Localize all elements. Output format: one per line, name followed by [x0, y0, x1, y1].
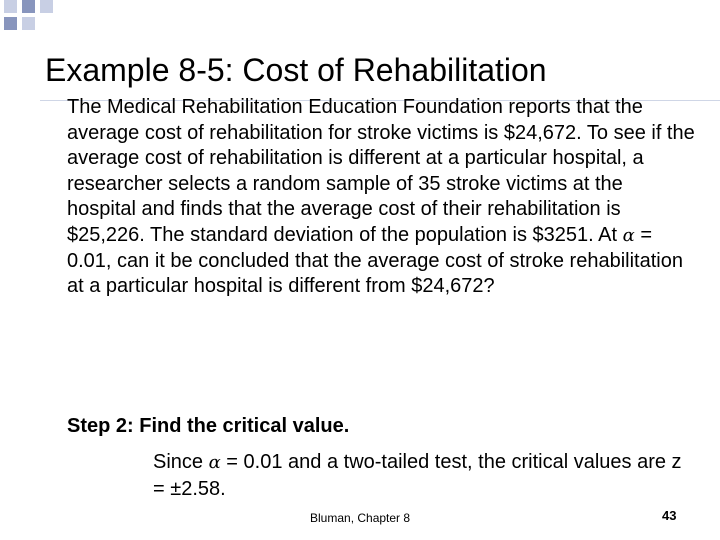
- deco-square: [22, 17, 35, 30]
- step-text-post: = 0.01 and a two-tailed test, the critical values are z = ±2.58.: [153, 451, 682, 500]
- alpha-symbol: α: [622, 224, 635, 246]
- step-explanation: [153, 449, 693, 502]
- deco-square: [4, 17, 17, 30]
- corner-decoration: [0, 0, 60, 40]
- deco-square: [4, 0, 17, 13]
- deco-square: [40, 0, 53, 13]
- alpha-symbol: α: [208, 452, 221, 473]
- slide-title: Example 8-5: Cost of Rehabilitation: [45, 52, 547, 88]
- problem-text-part2: = 0.01, can it be concluded that the average cost of stroke rehabilitation at a particular hospital is different from $24,672?: [67, 223, 683, 298]
- step-heading: Step 2: Find the critical value.: [67, 415, 350, 437]
- step-text-pre: Since: [153, 451, 209, 473]
- problem-text-part1: The Medical Rehabilitation Education Foundation reports that the average cost of rehabilitation for stroke victims is $24,672. To see if the average cost of rehabilitation is different at a particular hospital, a researcher selects a random sample of 35 stroke victims at the hospital and finds that the average cost of their rehabilitation is $25,226. The standard deviation of the population is $3251. At: [67, 96, 695, 246]
- deco-square: [22, 0, 35, 13]
- footer-source: Bluman, Chapter 8: [310, 511, 411, 525]
- problem-statement: [67, 95, 697, 300]
- page-number: 43: [662, 508, 677, 523]
